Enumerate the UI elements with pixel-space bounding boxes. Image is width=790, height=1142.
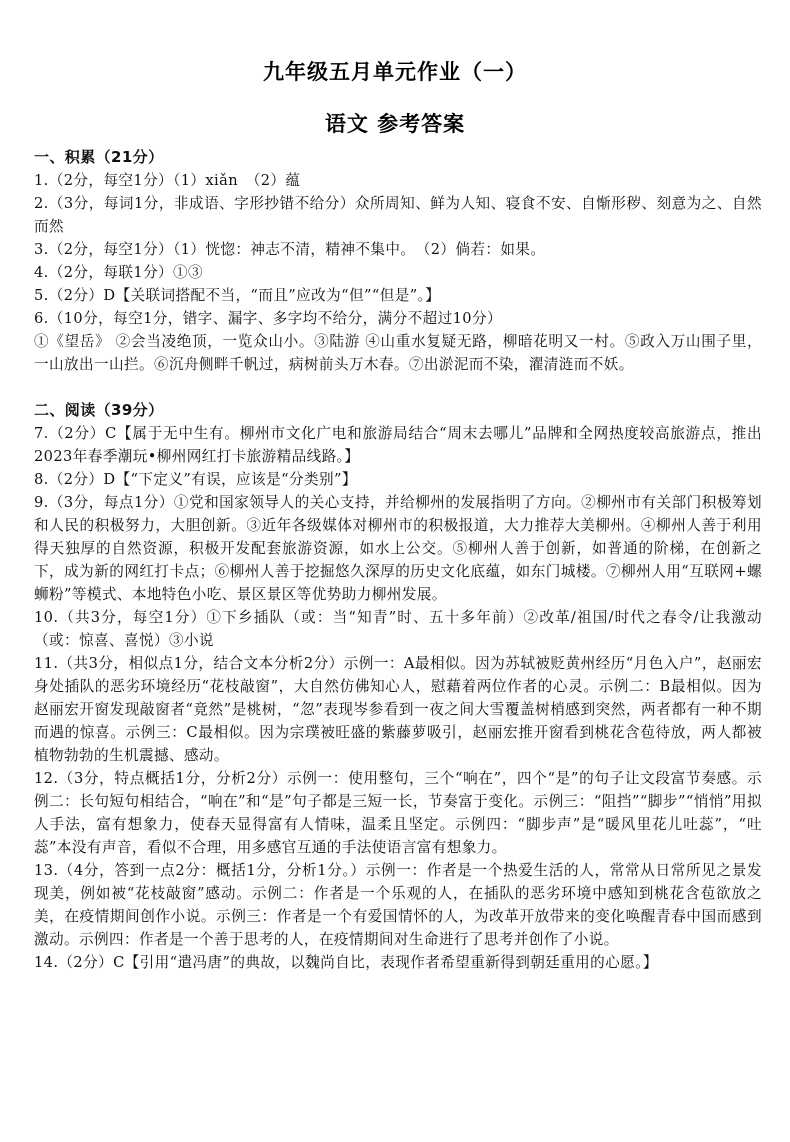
answer-item-9: 9.（3分，每点1分）①党和国家领导人的关心支持，并给柳州的发展指明了方向。②柳州市有关部门积极筹划和人民的积极努力，大胆创新。③近年各级媒体对柳州市的积极报道，大力推荐大美柳州。④柳州人善于利用得天独厚的自然资源，积极开发配套旅游资源，如水上公交。⑤柳州人善于创新，如普通的阶梯，在创新之下，成为新的网红打卡点；⑥柳州人善于挖掘悠久深厚的历史文化底蕴，如东门城楼。⑦柳州人用“互联网+螺蛳粉”等模式、本地特色小吃、景区景区等优势助力柳州发展。 — [34, 494, 762, 603]
section-spacer — [34, 376, 762, 399]
answer-item-6: 6.（10分，每空1分，错字、漏字、多字均不给分，满分不超过10分） — [34, 310, 502, 327]
answer-item-12: 12.（3分，特点概括1分，分析2分）示例一：使用整句，三个“响在”，四个“是”的句子让文段富节奏感。示例二：长句短句相结合，“响在”和“是”句子都是三短一长，节奏富于变化。示例三：“阻挡”“脚步”“悄悄”用拟人手法，富有想象力，使春天显得富有人情味，温柔且坚定。示例四：“脚步声”是“暖风里花儿吐蕊”，“吐蕊”本没有声音，看似不合理，用多感官互通的手法使语言富有想象力。 — [34, 770, 762, 856]
answer-item-8: 8.（2分）D【“下定义”有误，应该是“分类别”】 — [34, 471, 357, 488]
answer-item-7: 7.（2分）C【属于无中生有。柳州市文化广电和旅游局结合“周末去哪儿”品牌和全网热度较高旅游点，推出2023年春季潮玩•柳州网红打卡旅游精品线路。】 — [34, 425, 762, 465]
answer-item-13: 13.（4分，答到一点2分：概括1分，分析1分。）示例一：作者是一个热爱生活的人，常常从日常所见之景发现美，例如被“花枝敲窗”感动。示例二：作者是一个乐观的人，在插队的恶劣环境中感知到桃花含苞欲放之美，在疫情期间创作小说。示例三：作者是一个有爱国情怀的人，为改革开放带来的变化唤醒青春中国而感到激动。示例四：作者是一个善于思考的人，在疫情期间对生命进行了思考并创作了小说。 — [34, 862, 762, 948]
answer-item-5: 5.（2分）D【关联词搭配不当，“而且”应改为“但”“但是”。】 — [34, 287, 441, 304]
document-title: 九年级五月单元作业（一） — [263, 60, 527, 84]
answer-item-2: 2.（3分，每词1分，非成语、字形抄错不给分）众所周知、鲜为人知、寝食不安、自惭形秽、刻意为之、自然而然 — [34, 195, 762, 235]
answer-item-1: 1.（2分，每空1分）（1）xiǎn （2）蕴 — [34, 172, 301, 189]
answer-item-4: 4.（2分，每联1分）①③ — [34, 264, 204, 281]
answer-content — [34, 146, 762, 974]
answer-item-10: 10.（共3分，每空1分）①下乡插队（或：当“知青”时、五十多年前）②改革/祖国/时代之春令/让我激动（或：惊喜、喜悦）③小说 — [34, 609, 762, 649]
section-heading-reading: 二、阅读（39分） — [34, 401, 164, 419]
answer-item-3: 3.（2分，每空1分）（1）恍惚：神志不清，精神不集中。 （2）倘若：如果。 — [34, 241, 546, 258]
section-heading-accumulation: 一、积累（21分） — [34, 148, 164, 166]
answer-item-14: 14.（2分）C【引用“遣冯唐”的典故，以魏尚自比，表现作者希望重新得到朝廷重用的心愿。】 — [34, 954, 658, 971]
document-subtitle: 语文 参考答案 — [324, 112, 466, 136]
answer-item-6-detail: ①《望岳》 ②会当凌绝顶，一览众山小。③陆游 ④山重水复疑无路，柳暗花明又一村。⑤政入万山围子里，一山放出一山拦。⑥沉舟侧畔千帆过，病树前头万木春。⑦出淤泥而不染，濯清涟而不妖。 — [34, 333, 762, 373]
answer-item-11: 11.（共3分，相似点1分，结合文本分析2分）示例一：A最相似。因为苏轼被贬黄州经历“月色入户”，赵丽宏身处插队的恶劣环境经历“花枝敲窗”，大自然仿佛知心人，慰藉着两位作者的心灵。示例二：B最相似。因为赵丽宏开窗发现敲窗者“竟然”是桃树，“忽”表现岑参看到一夜之间大雪覆盖树梢感到突然，两者都有一种不期而遇的惊喜。示例三：C最相似。因为宗璞被旺盛的紫藤萝吸引，赵丽宏推开窗看到桃花含苞待放，两人都被植物勃勃的生机震撼、感动。 — [34, 655, 762, 764]
